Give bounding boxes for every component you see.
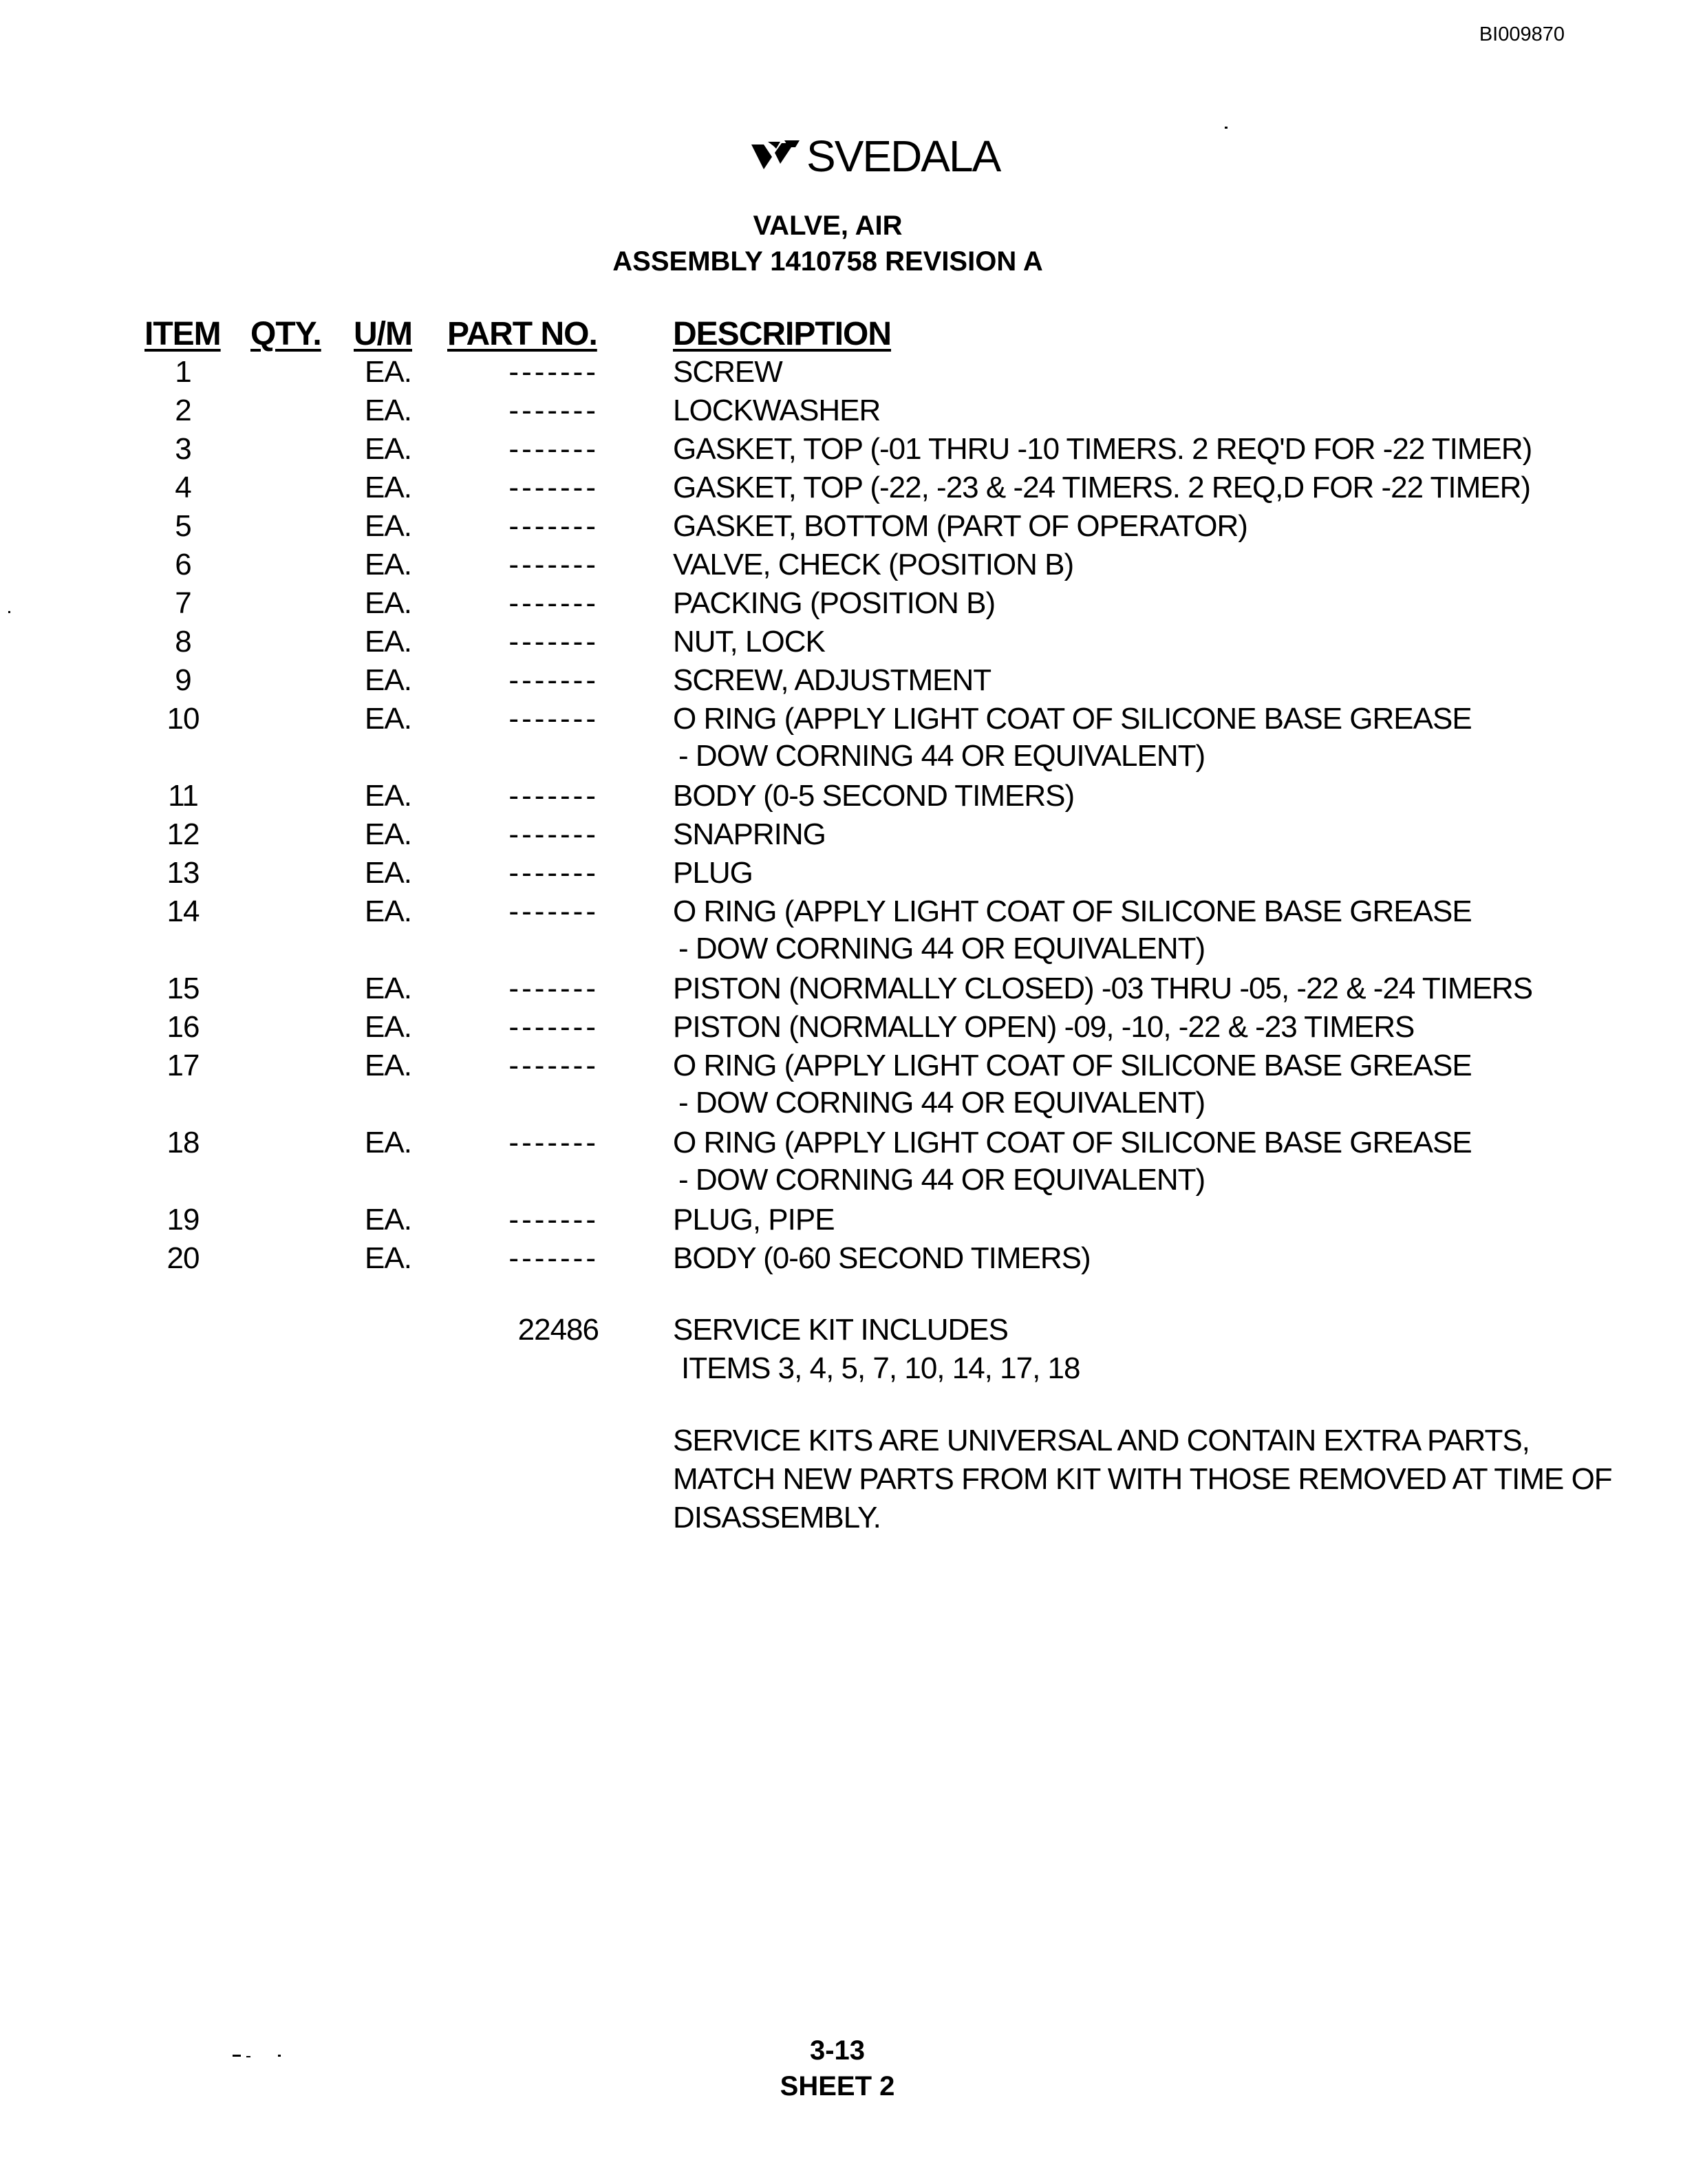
item-description: SNAPRING	[673, 817, 826, 851]
unit-of-measure: EA.	[365, 394, 411, 427]
item-description: O RING (APPLY LIGHT COAT OF SILICONE BASE GREASE	[673, 702, 1472, 736]
unit-of-measure: EA.	[365, 779, 411, 813]
service-kit-note	[673, 1422, 1612, 1537]
item-description-continued: - DOW CORNING 44 OR EQUIVALENT)	[678, 739, 1205, 773]
item-number: 19	[167, 1203, 200, 1236]
column-header-part-no: PART NO.	[447, 316, 597, 352]
item-number: 6	[175, 548, 191, 581]
unit-of-measure: EA.	[365, 1049, 411, 1082]
document-id: BI009870	[1479, 23, 1565, 45]
scan-speck	[278, 2055, 281, 2057]
svedala-chevron-logo-icon	[750, 139, 804, 173]
item-number: 12	[167, 817, 200, 851]
scan-speck	[8, 611, 10, 613]
sheet-number: SHEET 2	[780, 2071, 895, 2101]
column-header-description: DESCRIPTION	[673, 316, 892, 352]
item-description-continued: - DOW CORNING 44 OR EQUIVALENT)	[678, 932, 1205, 965]
unit-of-measure: EA.	[365, 355, 411, 389]
item-number: 11	[168, 779, 198, 813]
unit-of-measure: EA.	[365, 625, 411, 659]
unit-of-measure: EA.	[365, 856, 411, 890]
item-description: VALVE, CHECK (POSITION B)	[673, 548, 1074, 581]
part-number: -------	[508, 972, 599, 1005]
item-description: GASKET, TOP (-01 THRU -10 TIMERS. 2 REQ'D FOR -22 TIMER)	[673, 432, 1532, 466]
scan-speck	[1225, 127, 1228, 129]
item-number: 18	[167, 1126, 200, 1159]
note-line: DISASSEMBLY.	[673, 1501, 881, 1534]
part-number: -------	[508, 895, 599, 928]
part-number: -------	[508, 1241, 599, 1275]
item-description: GASKET, BOTTOM (PART OF OPERATOR)	[673, 509, 1247, 543]
part-number: -------	[508, 1049, 599, 1082]
item-number: 17	[167, 1049, 200, 1082]
item-number: 20	[167, 1241, 200, 1275]
item-description: SCREW	[673, 355, 782, 389]
unit-of-measure: EA.	[365, 548, 411, 581]
item-number: 10	[167, 702, 200, 736]
page-number: 3-13	[809, 2035, 866, 2066]
item-description: SCREW, ADJUSTMENT	[673, 663, 991, 697]
part-number: -------	[508, 509, 599, 543]
item-number: 2	[175, 394, 191, 427]
unit-of-measure: EA.	[365, 702, 411, 736]
part-number: -------	[508, 586, 599, 620]
item-number: 16	[167, 1010, 200, 1044]
note-line: SERVICE KITS ARE UNIVERSAL AND CONTAIN EXTRA PARTS,	[673, 1424, 1530, 1457]
service-kit-items: ITEMS 3, 4, 5, 7, 10, 14, 17, 18	[681, 1351, 1080, 1385]
item-description: BODY (0-5 SECOND TIMERS)	[673, 779, 1075, 813]
item-description: PLUG	[673, 856, 753, 890]
item-description-continued: - DOW CORNING 44 OR EQUIVALENT)	[678, 1163, 1205, 1197]
part-number: -------	[508, 1126, 599, 1159]
item-number: 1	[175, 355, 191, 389]
part-number: -------	[508, 355, 599, 389]
unit-of-measure: EA.	[365, 817, 411, 851]
unit-of-measure: EA.	[365, 972, 411, 1005]
item-description-continued: - DOW CORNING 44 OR EQUIVALENT)	[678, 1086, 1205, 1120]
item-description: PACKING (POSITION B)	[673, 586, 996, 620]
part-number: -------	[508, 663, 599, 697]
item-description: O RING (APPLY LIGHT COAT OF SILICONE BASE GREASE	[673, 1049, 1472, 1082]
document-title: VALVE, AIR	[753, 211, 903, 241]
part-number: -------	[508, 394, 599, 427]
item-description: O RING (APPLY LIGHT COAT OF SILICONE BASE GREASE	[673, 1126, 1472, 1159]
item-number: 4	[175, 471, 191, 504]
item-number: 15	[167, 972, 200, 1005]
part-number: -------	[508, 625, 599, 659]
svedala-logo	[750, 132, 1000, 180]
item-description: O RING (APPLY LIGHT COAT OF SILICONE BASE GREASE	[673, 895, 1472, 928]
scan-speck	[233, 2055, 241, 2057]
item-number: 7	[175, 586, 191, 620]
column-header-qty: QTY.	[250, 316, 321, 352]
part-number: -------	[508, 779, 599, 813]
unit-of-measure: EA.	[365, 663, 411, 697]
item-number: 14	[167, 895, 200, 928]
item-description: NUT, LOCK	[673, 625, 825, 659]
part-number: -------	[508, 471, 599, 504]
service-kit-description: SERVICE KIT INCLUDES	[673, 1313, 1008, 1347]
part-number: -------	[508, 817, 599, 851]
item-number: 8	[175, 625, 191, 659]
scan-speck	[246, 2056, 250, 2057]
unit-of-measure: EA.	[365, 1241, 411, 1275]
part-number: -------	[508, 1010, 599, 1044]
item-number: 13	[167, 856, 200, 890]
assembly-subtitle: ASSEMBLY 1410758 REVISION A	[612, 246, 1043, 277]
item-number: 9	[175, 663, 191, 697]
item-description: GASKET, TOP (-22, -23 & -24 TIMERS. 2 REQ,D FOR -22 TIMER)	[673, 471, 1531, 504]
unit-of-measure: EA.	[365, 1126, 411, 1159]
unit-of-measure: EA.	[365, 509, 411, 543]
note-line: MATCH NEW PARTS FROM KIT WITH THOSE REMOVED AT TIME OF	[673, 1462, 1612, 1496]
unit-of-measure: EA.	[365, 1010, 411, 1044]
item-description: LOCKWASHER	[673, 394, 881, 427]
service-kit-part-no: 22486	[517, 1313, 599, 1347]
part-number: -------	[508, 1203, 599, 1236]
unit-of-measure: EA.	[365, 432, 411, 466]
item-description: PISTON (NORMALLY CLOSED) -03 THRU -05, -22 & -24 TIMERS	[673, 972, 1533, 1005]
column-header-item: ITEM	[144, 316, 221, 352]
item-description: PLUG, PIPE	[673, 1203, 835, 1236]
part-number: -------	[508, 432, 599, 466]
item-description: BODY (0-60 SECOND TIMERS)	[673, 1241, 1091, 1275]
part-number: -------	[508, 702, 599, 736]
unit-of-measure: EA.	[365, 586, 411, 620]
item-description: PISTON (NORMALLY OPEN) -09, -10, -22 & -23 TIMERS	[673, 1010, 1415, 1044]
item-number: 5	[175, 509, 191, 543]
brand-name: SVEDALA	[806, 131, 1000, 181]
item-number: 3	[175, 432, 191, 466]
part-number: -------	[508, 548, 599, 581]
unit-of-measure: EA.	[365, 1203, 411, 1236]
unit-of-measure: EA.	[365, 895, 411, 928]
unit-of-measure: EA.	[365, 471, 411, 504]
part-number: -------	[508, 856, 599, 890]
column-header-um: U/M	[354, 316, 412, 352]
